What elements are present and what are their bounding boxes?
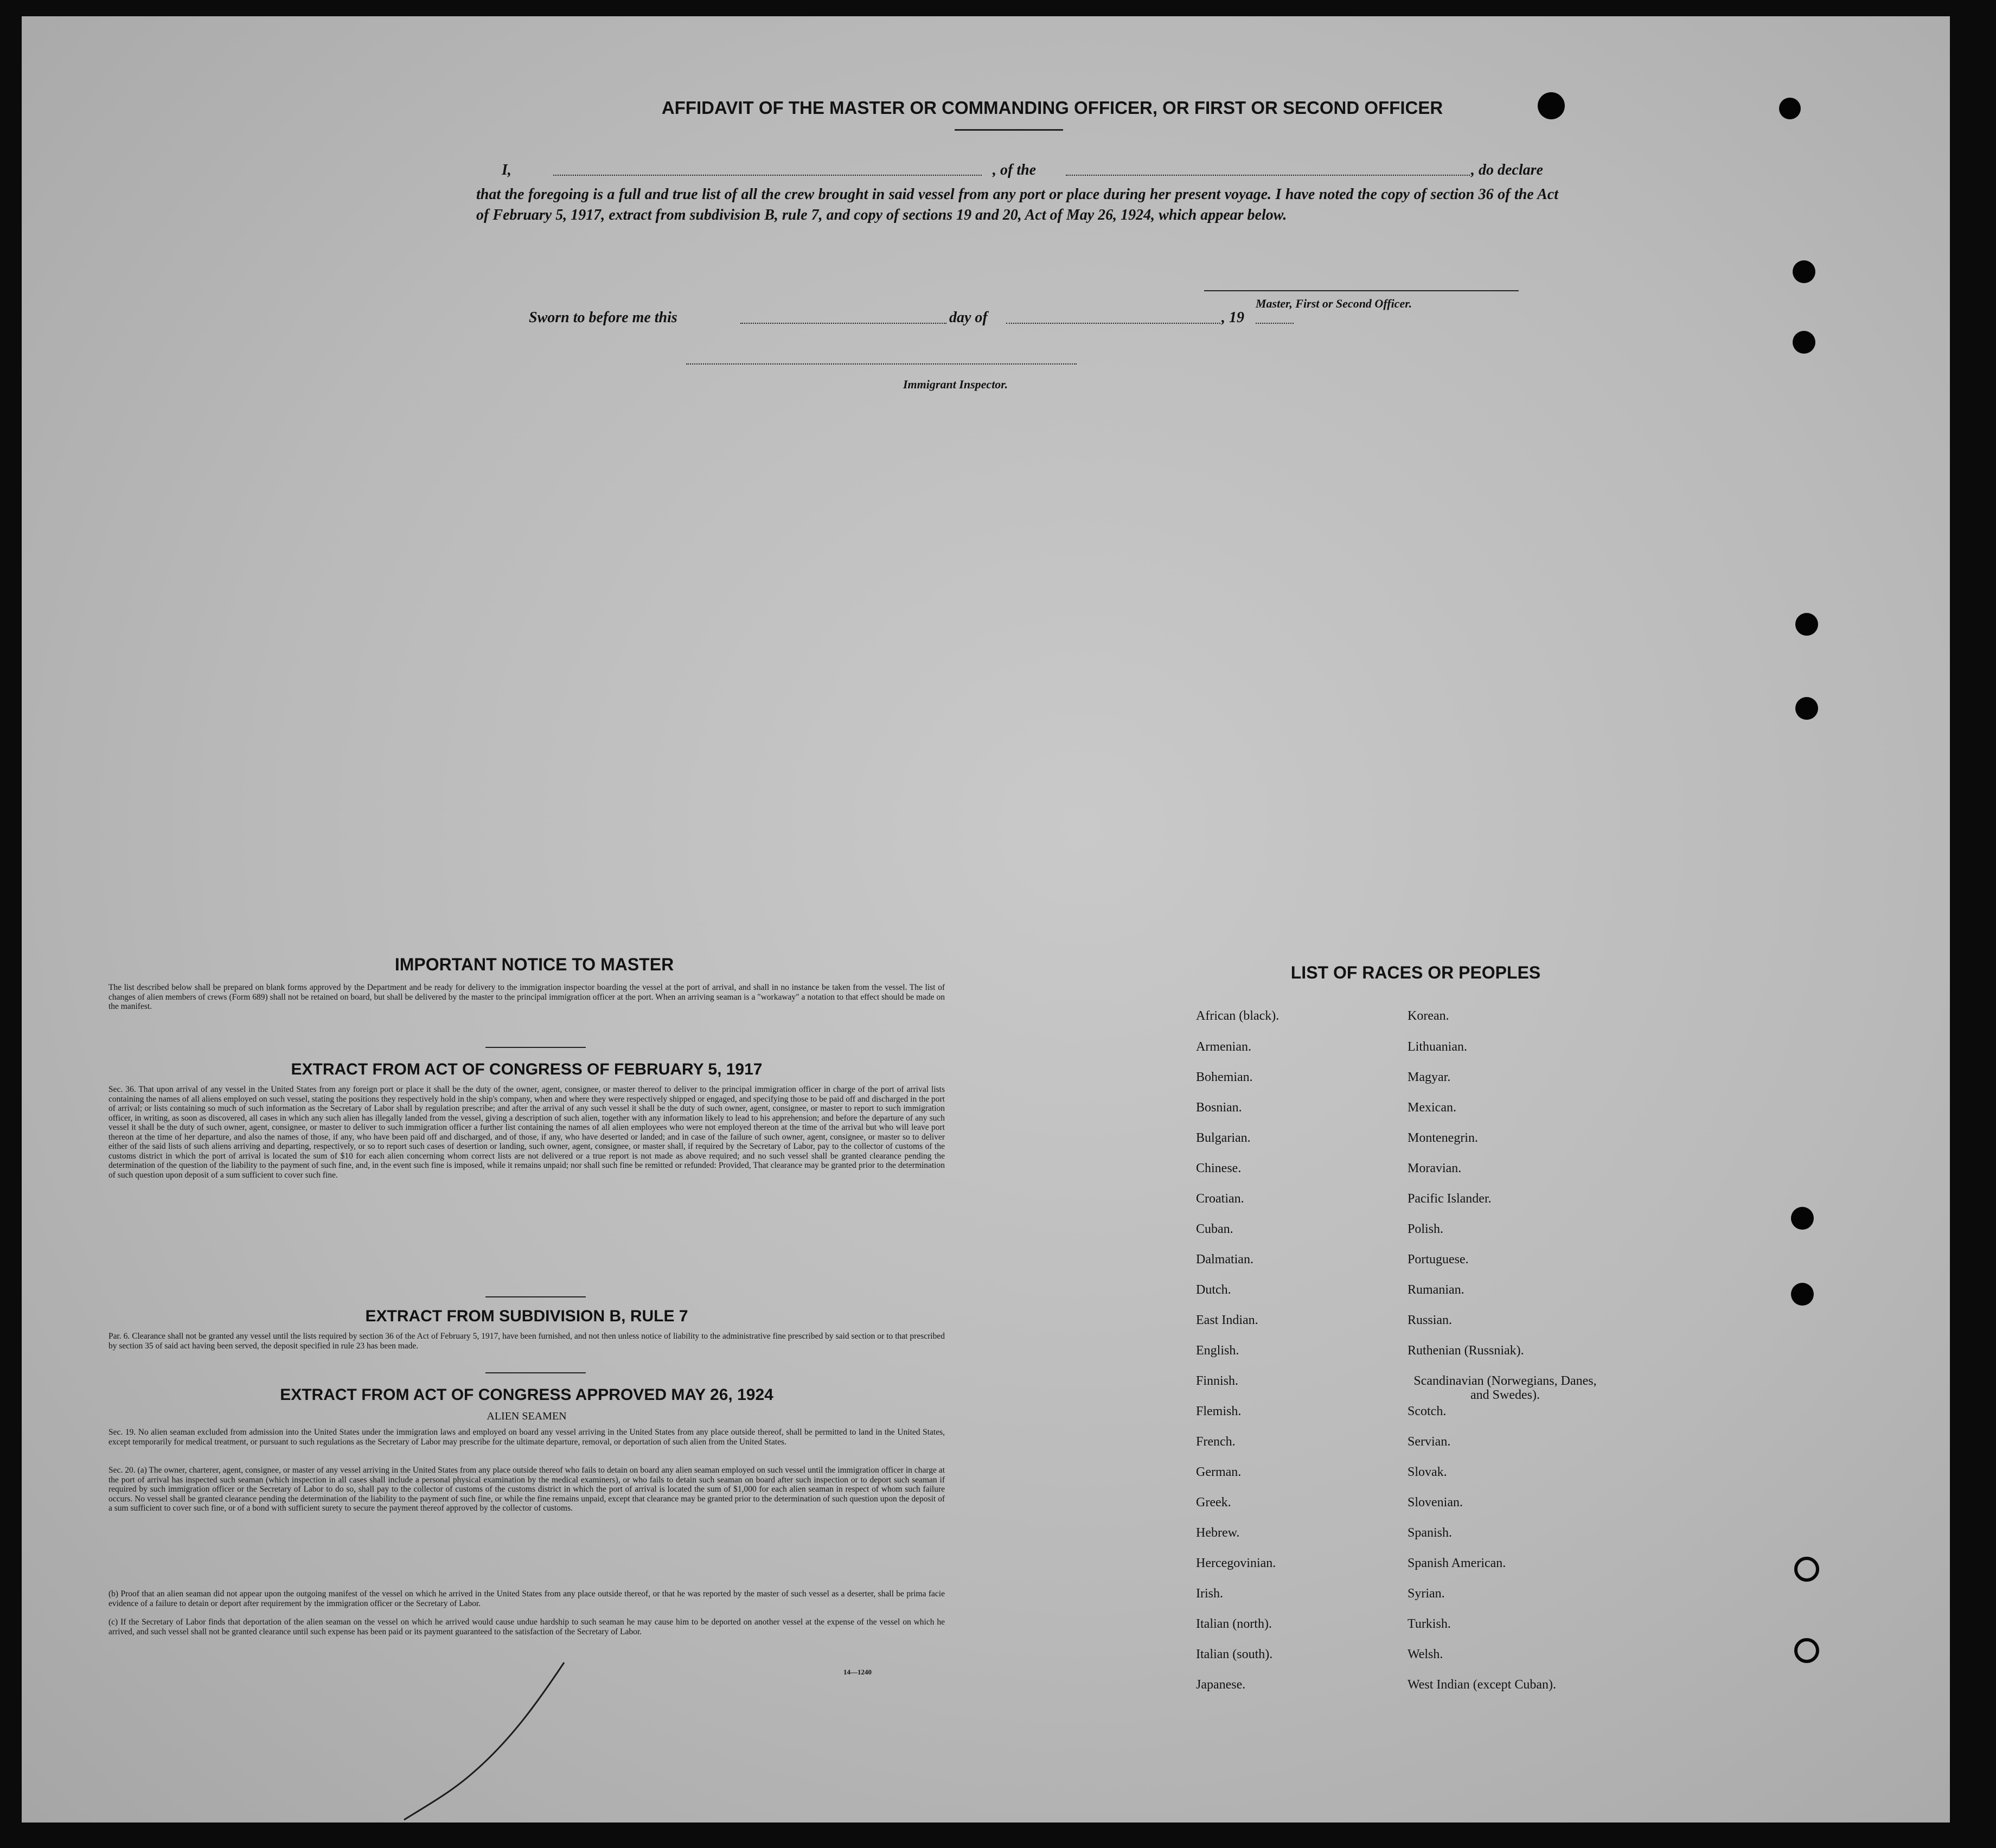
race-item: French. bbox=[1196, 1435, 1236, 1449]
race-item: Spanish. bbox=[1408, 1526, 1453, 1540]
extract-rule7-title: EXTRACT FROM SUBDIVISION B, RULE 7 bbox=[365, 1307, 688, 1325]
sworn-month-field[interactable] bbox=[1006, 323, 1220, 324]
race-item: Bosnian. bbox=[1196, 1101, 1242, 1115]
race-item: Italian (north). bbox=[1196, 1617, 1272, 1631]
race-item: Croatian. bbox=[1196, 1192, 1244, 1206]
extract-1924-sec20a: Sec. 20. (a) The owner, charterer, agent, consignee, or master of any vessel arriving in the United States from any place outside thereof who fails to detain on board any alien seaman employed on such vessel until the immigration officer in charge at the port of arrival has inspected such seaman (which inspection in all cases shall include a personal physical examination by the medical examiners), or who fails to detain such seaman on board after such inspection or to deport such seaman if required by such immigration officer or the Secretary of Labor to do so, shall pay to the collector of customs of the customs district in which the port of arrival is located the sum of $1,000 for each alien seaman in respect of whom such failure occurs. No vessel shall be granted clearance pending the determination of the liability to the payment of such fine, or while the fine remains unpaid, except that clearance may be granted prior to the determination of such question upon the deposit of a sum sufficient to cover such fine, or of a bond with sufficient surety to secure the payment thereof approved by the collector of customs. bbox=[108, 1466, 945, 1513]
affidavit-title: AFFIDAVIT OF THE MASTER OR COMMANDING OFFICER, OR FIRST OR SECOND OFFICER bbox=[661, 98, 1443, 118]
bleed-through-text bbox=[700, 412, 1784, 608]
extract-rule7-body: Par. 6. Clearance shall not be granted any vessel until the lists required by section 36 of the Act of February 5, 1917, have been furnished, and not then unless notice of liability to the administrative fine prescribed by said section or to that prescribed by section 35 of said act having been served, the deposit specified in rule 23 has been made. bbox=[108, 1332, 945, 1351]
race-item: Flemish. bbox=[1196, 1404, 1242, 1418]
punch-hole bbox=[1795, 613, 1818, 636]
inspector-caption: Immigrant Inspector. bbox=[903, 378, 1008, 391]
punch-hole bbox=[1794, 1638, 1819, 1663]
race-item: Korean. bbox=[1408, 1009, 1449, 1023]
race-item: Pacific Islander. bbox=[1408, 1192, 1492, 1206]
form-number: 14—1240 bbox=[843, 1668, 872, 1676]
punch-hole bbox=[1538, 92, 1565, 119]
notice-title: IMPORTANT NOTICE TO MASTER bbox=[394, 955, 674, 974]
pen-stroke bbox=[401, 1660, 575, 1823]
sworn-label: Sworn to before me this bbox=[529, 309, 677, 326]
affidavit-body: that the foregoing is a full and true list of all the crew brought in said vessel from any port or place during her present voyage. I have noted the copy of section 36 of the Act of February 5, 1917, extract from subdivision B, rule 7, and copy of sections 19 and 20, Act of May 26, 1924, which appear below. bbox=[476, 186, 1558, 223]
punch-hole bbox=[1779, 98, 1801, 119]
race-item: Slovenian. bbox=[1408, 1495, 1463, 1510]
race-item: Slovak. bbox=[1408, 1465, 1447, 1479]
race-item: Polish. bbox=[1408, 1222, 1444, 1236]
race-item: Hebrew. bbox=[1196, 1526, 1240, 1540]
race-item: Italian (south). bbox=[1196, 1647, 1273, 1661]
punch-hole bbox=[1793, 331, 1815, 354]
race-item: Lithuanian. bbox=[1408, 1040, 1467, 1054]
race-item: Armenian. bbox=[1196, 1040, 1251, 1054]
vessel-name-field[interactable] bbox=[1066, 175, 1470, 176]
master-signature-caption: Master, First or Second Officer. bbox=[1256, 297, 1412, 310]
sworn-year-field[interactable] bbox=[1256, 323, 1294, 324]
punch-hole bbox=[1791, 1283, 1814, 1306]
races-title: LIST OF RACES OR PEOPLES bbox=[1290, 963, 1541, 982]
race-item: Spanish American. bbox=[1408, 1556, 1506, 1570]
year-label: , 19 bbox=[1221, 309, 1244, 326]
affidavit-do-declare: , do declare bbox=[1471, 162, 1543, 178]
race-item: Hercegovinian. bbox=[1196, 1556, 1276, 1570]
extract-1917-title: EXTRACT FROM ACT OF CONGRESS OF FEBRUARY 5, 1917 bbox=[291, 1060, 763, 1078]
notice-rule bbox=[485, 1047, 586, 1048]
race-item: Scotch. bbox=[1408, 1404, 1447, 1418]
race-item: Moravian. bbox=[1408, 1161, 1462, 1175]
extract-1924-sec20c: (c) If the Secretary of Labor finds that deportation of the alien seaman on the vessel on which he arrived would cause undue hardship to such seaman he may cause him to be deported on another vessel at the expense of the vessel on which he arrived, and such vessel shall not be granted clearance until such expense has been paid or its payment guaranteed to the satisfaction of the Secretary of Labor. bbox=[108, 1617, 945, 1636]
race-item: Portuguese. bbox=[1408, 1252, 1469, 1267]
race-item: Russian. bbox=[1408, 1313, 1453, 1327]
sworn-day-field[interactable] bbox=[740, 323, 946, 324]
punch-hole bbox=[1791, 1207, 1814, 1230]
punch-hole bbox=[1793, 260, 1815, 283]
extract-1924-sec20b: (b) Proof that an alien seaman did not appear upon the outgoing manifest of the vessel on which he arrived in the United States from any place outside thereof, or that he was reported by the master of such vessel as a deserter, shall be prima facie evidence of a failure to detain or deport after requirement by the immigration officer or the Secretary of Labor. bbox=[108, 1589, 945, 1608]
punch-hole bbox=[1794, 1557, 1819, 1582]
race-item: Montenegrin. bbox=[1408, 1131, 1478, 1145]
race-item: Magyar. bbox=[1408, 1070, 1451, 1084]
race-item: African (black). bbox=[1196, 1009, 1280, 1023]
day-of-label: day of bbox=[949, 309, 988, 326]
race-item: Dalmatian. bbox=[1196, 1252, 1253, 1267]
extract-1917-body: Sec. 36. That upon arrival of any vessel in the United States from any foreign port or place it shall be the duty of the owner, agent, consignee, or master thereof to deliver to the principal immigration officer in charge of the port of arrival lists containing the names of all aliens employed on such vessel, stating the positions they respectively hold in the ship's company, when and where they were respectively shipped or engaged, and specifying those to be paid off and discharged in the port of arrival; or lists containing so much of such information as the Secretary of Labor shall by regulation prescribe; and after the arrival of any such vessel it shall be the duty of such owner, agent, consignee, or master to report to such immigration officer, in writing, as soon as discovered, all cases in which any such alien has illegally landed from the vessel, giving a description of such alien, together with any information likely to lead to his apprehension; and before the departure of any such vessel it shall be the duty of such owner, agent, consignee, or master to deliver to such immigration officer a further list containing the names of all alien employees who were not employed thereon at the time of the arrival but who will leave port thereon at the time of her departure, and also the names of those, if any, who have been paid off and discharged, and of those, if any, who have deserted or landed; and in case of the failure of such owner, agent, consignee, or master so to deliver either of the said lists of such aliens arriving and departing, respectively, or so to report such cases of desertion or landing, such owner, agent, consignee, or master shall, if required by the Secretary of Labor, pay to the collector of customs of the customs district in which the port of arrival is located the sum of $10 for each alien concerning whom correct lists are not delivered or a true report is not made as above required; and no such vessel shall be granted clearance pending the determination of the question of the liability to the payment of such fine, and, in the event such fine is imposed, while it remains unpaid; nor shall such fine be remitted or refunded: Provided, That clearance may be granted prior to the determination of such question upon deposit of a sum sufficient to cover such fine. bbox=[108, 1085, 945, 1180]
race-item: Mexican. bbox=[1408, 1101, 1456, 1115]
race-item: Ruthenian (Russniak). bbox=[1408, 1344, 1524, 1358]
race-item: Rumanian. bbox=[1408, 1283, 1464, 1297]
extract-1924-sec19: Sec. 19. No alien seaman excluded from admission into the United States under the immigration laws and employed on board any vessel arriving in the United States from any place outside thereof, shall be permitted to land in the United States, except temporarily for medical treatment, or pursuant to such regulations as the Secretary of Labor may prescribe for the ultimate departure, removal, or deportation of such alien from the United States. bbox=[108, 1428, 945, 1447]
race-item: Dutch. bbox=[1196, 1283, 1231, 1297]
race-item: Scandinavian (Norwegians, Danes, and Swedes). bbox=[1413, 1374, 1597, 1402]
race-item: Greek. bbox=[1196, 1495, 1231, 1510]
race-item: Bohemian. bbox=[1196, 1070, 1253, 1084]
race-item: German. bbox=[1196, 1465, 1242, 1479]
extract-rule7-rule bbox=[485, 1372, 586, 1373]
race-item: Japanese. bbox=[1196, 1678, 1246, 1692]
extract-1924-title: EXTRACT FROM ACT OF CONGRESS APPROVED MAY 26, 1924 bbox=[280, 1386, 773, 1404]
notice-body: The list described below shall be prepared on blank forms approved by the Department and be ready for delivery to the immigration inspector boarding the vessel at the port of arrival, and shall in no instance be taken from the vessel. The list of changes of alien members of crews (Form 689) shall not be retained on board, but shall be delivered by the master to the principal immigration officer at the port. When an arriving seaman is a "workaway" a notation to that effect should be made on the manifest. bbox=[108, 983, 945, 1011]
race-item: East Indian. bbox=[1196, 1313, 1258, 1327]
affidavit-of-the: , of the bbox=[993, 162, 1037, 178]
race-item: English. bbox=[1196, 1344, 1239, 1358]
race-item: Servian. bbox=[1408, 1435, 1451, 1449]
extract-1924-subtitle: ALIEN SEAMEN bbox=[487, 1410, 567, 1422]
race-item: Turkish. bbox=[1408, 1617, 1451, 1631]
extract-1917-rule bbox=[485, 1296, 586, 1297]
affidavit-i: I, bbox=[502, 162, 511, 178]
race-item: Irish. bbox=[1196, 1587, 1223, 1601]
title-rule bbox=[955, 129, 1063, 131]
race-item: Welsh. bbox=[1408, 1647, 1443, 1661]
punch-hole bbox=[1795, 697, 1818, 720]
race-item: Bulgarian. bbox=[1196, 1131, 1251, 1145]
document-page bbox=[22, 16, 1950, 1823]
master-signature-line[interactable] bbox=[1204, 290, 1519, 291]
race-item: Cuban. bbox=[1196, 1222, 1233, 1236]
inspector-signature-line[interactable] bbox=[686, 363, 1077, 365]
race-item: Chinese. bbox=[1196, 1161, 1242, 1175]
declarant-name-field[interactable] bbox=[553, 175, 982, 176]
race-item: West Indian (except Cuban). bbox=[1408, 1678, 1556, 1692]
race-item: Syrian. bbox=[1408, 1587, 1445, 1601]
race-item: Finnish. bbox=[1196, 1374, 1239, 1388]
